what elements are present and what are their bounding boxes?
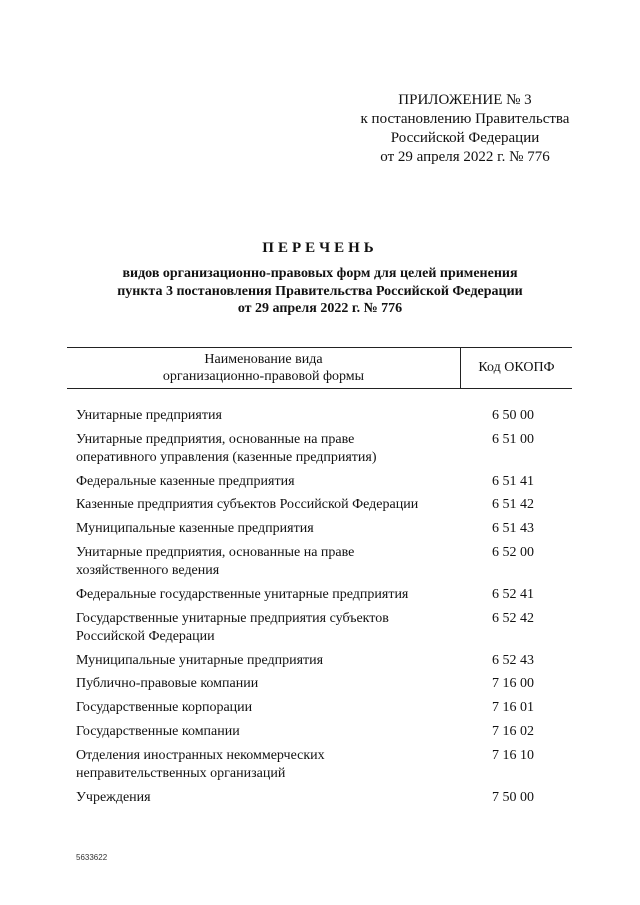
document-subtitle: [40, 265, 600, 318]
row-name-line: Российской Федерации: [76, 629, 215, 644]
table-row: [76, 586, 576, 604]
row-name-cell: [76, 473, 466, 491]
table-row: [76, 675, 576, 693]
subtitle-line: пункта 3 постановления Правительства Российской Федерации: [117, 283, 523, 299]
table-row: [76, 610, 576, 646]
table-row: [76, 407, 576, 425]
row-code-cell: 6 52 43: [492, 653, 534, 668]
row-name-cell: [76, 544, 466, 580]
row-name-line: Унитарные предприятия, основанные на праве: [76, 432, 355, 447]
table-row: [76, 652, 576, 670]
document-code: 5633622: [76, 853, 108, 862]
table-row: [76, 544, 576, 580]
row-name-cell: [76, 496, 466, 514]
row-code-cell: 7 50 00: [492, 790, 534, 805]
row-name-cell: [76, 652, 466, 670]
row-code-cell: 6 51 41: [492, 474, 534, 489]
header-name-cell: [67, 348, 460, 388]
row-name-line: оперативного управления (казенные предприятия): [76, 450, 377, 465]
row-code-cell: 6 50 00: [492, 408, 534, 423]
document-title: ПЕРЕЧЕНЬ: [262, 240, 378, 256]
table-row: [76, 520, 576, 538]
row-name-cell: [76, 747, 466, 783]
row-name-line: Государственные компании: [76, 724, 240, 739]
row-code-cell: 6 51 00: [492, 432, 534, 447]
row-name-cell: [76, 586, 466, 604]
table-row: [76, 431, 576, 467]
row-name-line: Отделения иностранных некоммерческих: [76, 748, 325, 763]
appendix-line: к постановлению Правительства: [360, 111, 570, 127]
row-code-cell: 6 51 43: [492, 521, 534, 536]
row-code-cell: 6 52 41: [492, 587, 534, 602]
table-row: [76, 473, 576, 491]
row-name-cell: [76, 675, 466, 693]
table-row: [76, 789, 576, 807]
row-name-line: Публично-правовые компании: [76, 676, 259, 691]
row-name-line: Государственные корпорации: [76, 700, 253, 715]
row-code-cell: 7 16 10: [492, 748, 534, 763]
header-name-line: организационно-правовой формы: [162, 369, 365, 384]
row-code-cell: 7 16 00: [492, 676, 534, 691]
table-header: [67, 347, 572, 389]
appendix-line: Российской Федерации: [390, 130, 540, 146]
row-name-line: Федеральные государственные унитарные предприятия: [76, 587, 409, 602]
row-name-line: Унитарные предприятия, основанные на праве: [76, 545, 355, 560]
appendix-block: [330, 91, 600, 167]
row-name-line: Муниципальные унитарные предприятия: [76, 653, 324, 668]
row-code-cell: 6 51 42: [492, 497, 534, 512]
row-code-cell: 7 16 02: [492, 724, 534, 739]
row-name-cell: [76, 610, 466, 646]
row-code-cell: 6 52 42: [492, 611, 534, 626]
row-name-line: Казенные предприятия субъектов Российской Федерации: [76, 497, 419, 512]
subtitle-line: видов организационно-правовых форм для целей применения: [122, 266, 518, 281]
appendix-date-number: от 29 апреля 2022 г. № 776: [380, 149, 550, 165]
header-code-cell: Код ОКОПФ: [478, 360, 555, 375]
header-name-line: Наименование вида: [204, 352, 323, 367]
row-name-cell: [76, 520, 466, 538]
appendix-title: ПРИЛОЖЕНИЕ № 3: [398, 92, 532, 108]
subtitle-line: от 29 апреля 2022 г. № 776: [237, 301, 403, 316]
row-name-cell: [76, 789, 466, 807]
row-name-line: Учреждения: [76, 790, 151, 805]
table-row: [76, 747, 576, 783]
row-name-cell: [76, 407, 466, 425]
row-name-line: Государственные унитарные предприятия субъектов: [76, 611, 389, 626]
row-name-cell: [76, 699, 466, 717]
table-body: [76, 401, 576, 807]
row-name-cell: [76, 431, 466, 467]
row-name-cell: [76, 723, 466, 741]
row-name-line: неправительственных организаций: [76, 766, 286, 781]
row-name-line: Унитарные предприятия: [76, 408, 222, 423]
row-name-line: Муниципальные казенные предприятия: [76, 521, 314, 536]
row-code-cell: 7 16 01: [492, 700, 534, 715]
row-code-cell: 6 52 00: [492, 545, 534, 560]
table-row: [76, 496, 576, 514]
table-row: [76, 723, 576, 741]
row-name-line: Федеральные казенные предприятия: [76, 474, 295, 489]
row-name-line: хозяйственного ведения: [76, 563, 220, 578]
table-row: [76, 699, 576, 717]
